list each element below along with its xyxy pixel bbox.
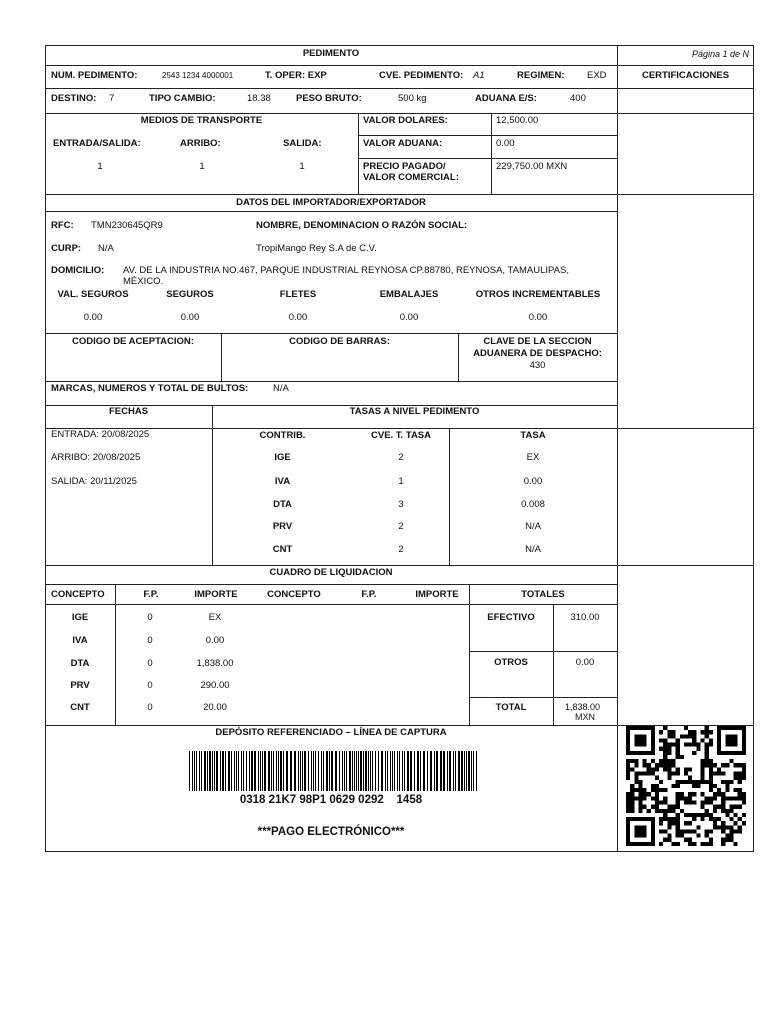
razon-social-label: NOMBRE, DENOMINACION O RAZÓN SOCIAL: [256,220,468,231]
tasas-header-contrib: CONTRIB. [259,430,306,441]
liq-header-concepto-2: CONCEPTO [267,589,321,600]
page-number: Página 1 de N [691,49,749,59]
tasa-row-contrib: IGE [274,452,291,463]
arribo-value: 1 [199,161,205,172]
liq-row-importe: EX [208,612,222,623]
num-pedimento-value: 2543 1234 4000001 [162,71,234,80]
tasa-row-tasa: EX [526,452,540,463]
valor-comercial-label: VALOR COMERCIAL: [363,172,459,183]
tasa-row-tasa: 0.00 [523,476,543,487]
total-currency: MXN [575,712,595,722]
efectivo-value: 310.00 [570,612,600,623]
clave-seccion-value: 430 [529,360,546,371]
liq-header-importe: IMPORTE [194,589,238,600]
total-value: 1,838.00 [565,702,601,712]
destino-value: 7 [109,93,115,104]
valor-dolares-value: 12,500.00 [496,115,539,126]
peso-bruto-value: 500 kg [398,93,427,104]
tasa-row-cve: 1 [398,476,404,487]
tasa-row-contrib: DTA [273,499,292,510]
embalajes-value: 0.00 [399,312,419,323]
liq-row-importe: 290.00 [200,680,230,691]
cve-pedimento-label: CVE. PEDIMENTO: [379,70,464,81]
tasa-row-cve: 2 [398,521,404,532]
liq-row-concepto: CNT [70,702,90,713]
document-title: PEDIMENTO [302,48,360,59]
razon-social-value: TropiMango Rey S.A de C.V. [256,243,377,254]
liq-header-importe-2: IMPORTE [415,589,459,600]
liq-row-fp: 0 [147,702,153,713]
liq-header-concepto: CONCEPTO [51,589,105,600]
tasas-header-tasa: TASA [520,430,546,441]
valor-aduana-label: VALOR ADUANA: [363,138,443,149]
entrada-salida-value: 1 [97,161,103,172]
val-seguros-header: VAL. SEGUROS [57,289,129,300]
tasas-title: TASAS A NIVEL PEDIMENTO [349,406,480,417]
pago-electronico: ***PAGO ELECTRÓNICO*** [257,826,405,838]
barcode-image [189,751,481,791]
embalajes-header: EMBALAJES [379,289,439,300]
transporte-title: MEDIOS DE TRANSPORTE [140,115,263,126]
tasa-row-cve: 2 [398,544,404,555]
domicilio-line2: MÉXICO. [123,276,164,287]
liq-row-fp: 0 [147,680,153,691]
fecha-arribo: ARRIBO: 20/08/2025 [51,452,141,463]
liq-header-fp: F.P. [143,589,159,600]
entrada-salida-label: ENTRADA/SALIDA: [53,138,141,149]
importador-title: DATOS DEL IMPORTADOR/EXPORTADOR [236,197,426,208]
arribo-label: ARRIBO: [180,138,221,149]
otros-incrementables-value: 0.00 [528,312,548,323]
liq-row-concepto: DTA [70,658,90,669]
liq-row-importe: 0.00 [205,635,225,646]
clave-seccion-label-2: ADUANERA DE DESPACHO: [473,348,602,359]
cve-pedimento-value: A1 [473,70,485,81]
liq-row-fp: 0 [147,658,153,669]
peso-bruto-label: PESO BRUTO: [296,93,362,104]
tasas-header-cve: CVE. T. TASA [371,430,431,441]
otros-value: 0.00 [575,657,595,668]
valor-aduana-value: 0.00 [496,138,515,149]
regimen-value: EXD [587,70,607,81]
totales-title: TOTALES [521,589,565,600]
deposito-title: DEPÓSITO REFERENCIADO – LÍNEA DE CAPTURA [215,727,447,738]
precio-pagado-value: 229,750.00 MXN [496,161,568,172]
pedimento-document [45,45,754,852]
aduana-es-label: ADUANA E/S: [475,93,537,104]
otros-incrementables-header: OTROS INCREMENTABLES [475,289,601,300]
domicilio-label: DOMICILIO: [51,265,105,276]
liq-row-concepto: PRV [70,680,90,691]
curp-value: N/A [98,243,114,254]
seguros-header: SEGUROS [166,289,214,300]
total-label: TOTAL [495,702,527,713]
liquidacion-title: CUADRO DE LIQUIDACION [269,567,393,578]
tipo-cambio-value: 18.38 [247,93,271,104]
rfc-value: TMN230645QR9 [91,220,163,231]
val-seguros-value: 0.00 [83,312,103,323]
curp-label: CURP: [51,243,82,254]
rfc-label: RFC: [51,220,74,231]
marcas-label: MARCAS, NUMEROS Y TOTAL DE BULTOS: [51,383,249,394]
t-oper: T. OPER: EXP [265,70,327,81]
tasa-row-tasa: N/A [525,544,541,555]
fechas-title: FECHAS [108,406,149,417]
liq-row-importe: 1,838.00 [196,658,234,669]
fecha-entrada: ENTRADA: 20/08/2025 [51,429,150,440]
num-pedimento-label: NUM. PEDIMENTO: [51,70,138,81]
tasa-row-cve: 2 [398,452,404,463]
salida-label: SALIDA: [283,138,322,149]
tasa-row-tasa: 0.008 [521,499,545,510]
fecha-salida: SALIDA: 20/11/2025 [51,476,137,487]
liq-row-concepto: IGE [71,612,89,623]
tasa-row-contrib: PRV [272,521,293,532]
destino-label: DESTINO: [51,93,97,104]
codigo-aceptacion-label: CODIGO DE ACEPTACION: [72,336,194,347]
liq-row-fp: 0 [147,612,153,623]
domicilio-line1: AV. DE LA INDUSTRIA NO.467, PARQUE INDUSTRIAL REYNOSA CP.88780, REYNOSA, TAMAULIPAS, [123,265,569,276]
liq-row-importe: 20.00 [203,702,227,713]
tasa-row-contrib: CNT [272,544,293,555]
seguros-value: 0.00 [180,312,200,323]
marcas-value: N/A [273,383,289,394]
regimen-label: REGIMEN: [517,70,565,81]
tasa-row-contrib: IVA [274,476,291,487]
liq-row-fp: 0 [147,635,153,646]
clave-seccion-label-1: CLAVE DE LA SECCION [483,336,592,347]
aduana-es-value: 400 [570,93,586,104]
certificaciones-label: CERTIFICACIONES [641,70,730,81]
salida-value: 1 [299,161,305,172]
fletes-header: FLETES [279,289,317,300]
liq-row-concepto: IVA [72,635,88,646]
tasa-row-tasa: N/A [525,521,541,532]
tipo-cambio-label: TIPO CAMBIO: [149,93,216,104]
efectivo-label: EFECTIVO [487,612,535,623]
valor-dolares-label: VALOR DOLARES: [363,115,448,126]
linea-captura: 0318 21K7 98P1 0629 0292 1458 [239,794,423,806]
otros-label: OTROS [494,657,528,668]
codigo-barras-label: CODIGO DE BARRAS: [289,336,390,347]
liq-header-fp-2: F.P. [361,589,377,600]
precio-pagado-label: PRECIO PAGADO/ [363,161,446,172]
tasa-row-cve: 3 [398,499,404,510]
fletes-value: 0.00 [288,312,308,323]
qr-code-image [626,726,746,846]
